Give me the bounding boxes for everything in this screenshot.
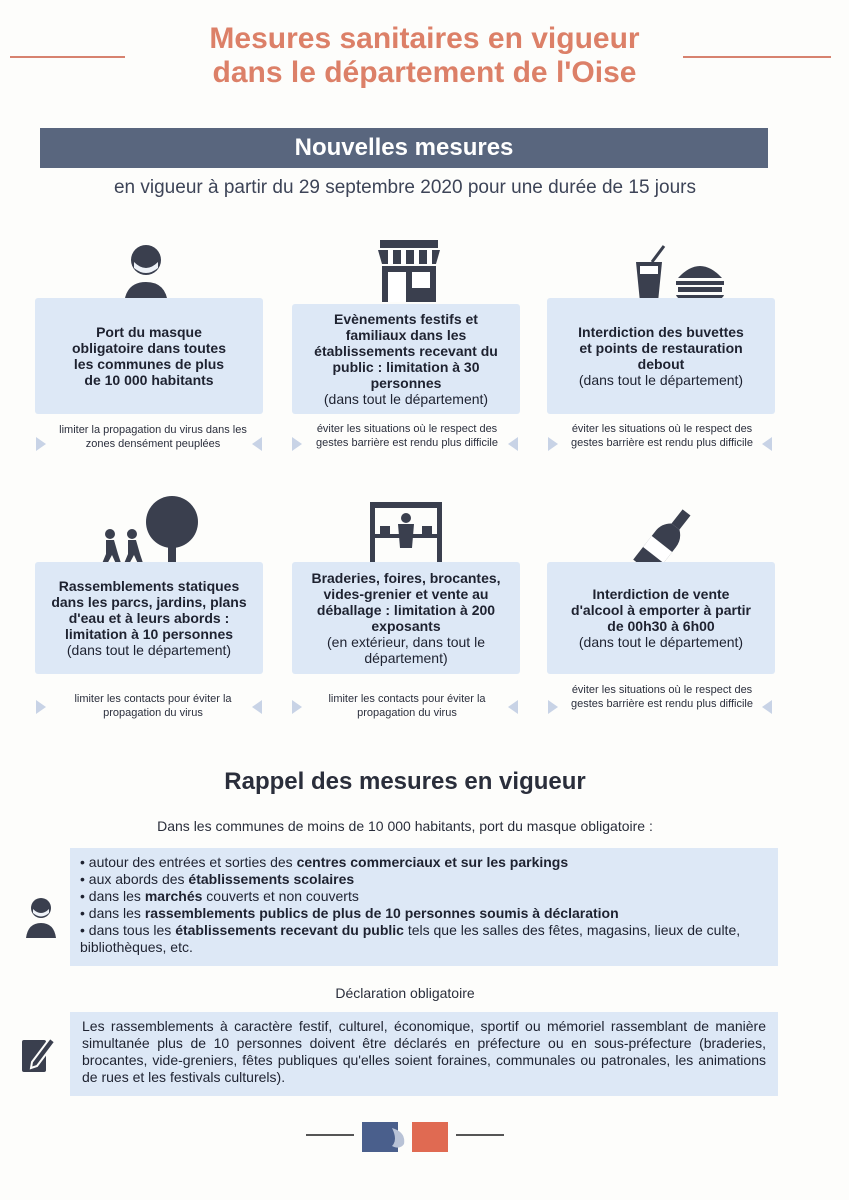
measure-note-5: limiter les contacts pour éviter la propagation du virus (328, 693, 486, 719)
bullet-5-post: tels que les salles des fêtes, magasins, lieux de culte, bibliothèques, etc. (80, 922, 741, 955)
bullet-4 (80, 905, 768, 922)
measure-card-2-scope: (dans tout le département) (323, 391, 489, 407)
note-arrow-left-5 (292, 700, 302, 714)
measure-card-2-bold: Evènements festifs et familiaux dans les établissements recevant du public : limitation à 30 personnes (314, 311, 498, 391)
bullet-2-bold: établissements scolaires (188, 871, 355, 887)
bullet-3-bold: marchés (144, 888, 203, 904)
note-arrow-right-3 (762, 437, 772, 451)
measure-card-6-scope: (dans tout le département) (578, 634, 744, 650)
declaration-box (70, 1012, 778, 1096)
measure-card-4 (35, 562, 263, 674)
measure-card-3-bold: Interdiction des buvettes et points de restauration debout (578, 324, 744, 372)
footer-rule-right (456, 1134, 504, 1136)
bullet-4-pre: • dans les (80, 905, 145, 921)
note-arrow-right-4 (252, 700, 262, 714)
measure-card-6-bold: Interdiction de vente d'alcool à emporter à partir de 00h30 à 6h00 (571, 586, 751, 634)
measure-card-3-scope: (dans tout le département) (578, 372, 744, 388)
storefront-icon (374, 236, 444, 311)
measure-card-3 (547, 298, 775, 414)
header-rule-left (10, 56, 125, 58)
note-arrow-left-6 (548, 700, 558, 714)
measure-card-2 (292, 304, 520, 414)
measure-card-1-bold: Port du masque obligatoire dans toutes les communes de plus de 10 000 habitants (71, 324, 226, 388)
bullet-3-post: couverts et non couverts (202, 888, 359, 904)
bullet-5-bold: établissements recevant du public (175, 922, 404, 938)
bullet-5-pre: • dans tous les (80, 922, 176, 938)
measure-card-5-scope: (en extérieur, dans tout le département) (327, 634, 485, 666)
bullet-4-bold: rassemblements publics de plus de 10 personnes soumis à déclaration (144, 905, 619, 921)
page-title (120, 22, 729, 90)
declaration-text: Les rassemblements à caractère festif, culturel, économique, sportif ou mémoriel rassemblant de manière simultanée plus de 10 personnes doivent être déclarés en préfecture ou en sous-préfecture (braderies, brocantes, vide-greniers, fêtes publiques qu'elles soient foraines, communales ou patronales, les animations de rues et les festivals culturels). (82, 1018, 766, 1085)
footer-rule-left (306, 1134, 354, 1136)
bullet-2-pre: • aux abords des (80, 871, 189, 887)
bullet-1-bold: centres commerciaux et sur les parkings (296, 854, 569, 870)
bullet-3 (80, 888, 768, 905)
note-arrow-right-1 (252, 437, 262, 451)
note-arrow-left-2 (292, 437, 302, 451)
measure-card-4-bold: Rassemblements statiques dans les parcs, jardins, plans d'eau et à leurs abords : limitation à 10 personnes (51, 578, 247, 642)
measure-note-6: éviter les situations où le respect des gestes barrière est rendu plus difficile (570, 684, 753, 710)
marianne-logo (362, 1122, 448, 1157)
measure-card-1 (35, 298, 263, 414)
bullet-1 (80, 854, 768, 871)
measure-card-5-bold: Braderies, foires, brocantes, vides-grenier et vente au déballage : limitation à 200 exposants (311, 570, 501, 634)
measure-note-2: éviter les situations où le respect des gestes barrière est rendu plus difficile (315, 423, 498, 449)
measure-note-3: éviter les situations où le respect des gestes barrière est rendu plus difficile (570, 423, 753, 449)
note-arrow-right-5 (508, 700, 518, 714)
measure-card-6 (547, 562, 775, 674)
measure-note-1: limiter la propagation du virus dans les zones densément peuplées (59, 424, 247, 450)
bullet-2 (80, 871, 768, 888)
masked-person-small-icon (24, 894, 58, 943)
new-measures-banner: Nouvelles mesures (40, 128, 768, 168)
measure-note-4: limiter les contacts pour éviter la propagation du virus (74, 693, 232, 719)
reminder-intro: Dans les communes de moins de 10 000 habitants, port du masque obligatoire : (157, 818, 653, 834)
validity-subtitle: en vigueur à partir du 29 septembre 2020 pour une durée de 15 jours (113, 177, 696, 198)
bullet-1-pre: • autour des entrées et sorties des (80, 854, 297, 870)
note-arrow-right-2 (508, 437, 518, 451)
bullet-3-pre: • dans les (80, 888, 145, 904)
bullet-5 (80, 922, 768, 956)
note-arrow-left-1 (36, 437, 46, 451)
note-arrow-right-6 (762, 700, 772, 714)
note-arrow-left-3 (548, 437, 558, 451)
measure-card-5 (292, 562, 520, 674)
note-arrow-left-4 (36, 700, 46, 714)
page-title-line1: Mesures sanitaires en vigueur (209, 22, 640, 55)
reminder-title: Rappel des mesures en vigueur (224, 768, 586, 795)
measure-card-4-scope: (dans tout le département) (66, 642, 232, 658)
declaration-title: Déclaration obligatoire (335, 985, 475, 1001)
reminder-bullets-box (70, 848, 778, 966)
page-title-line2: dans le département de l'Oise (212, 56, 637, 89)
edit-document-icon (20, 1034, 56, 1079)
